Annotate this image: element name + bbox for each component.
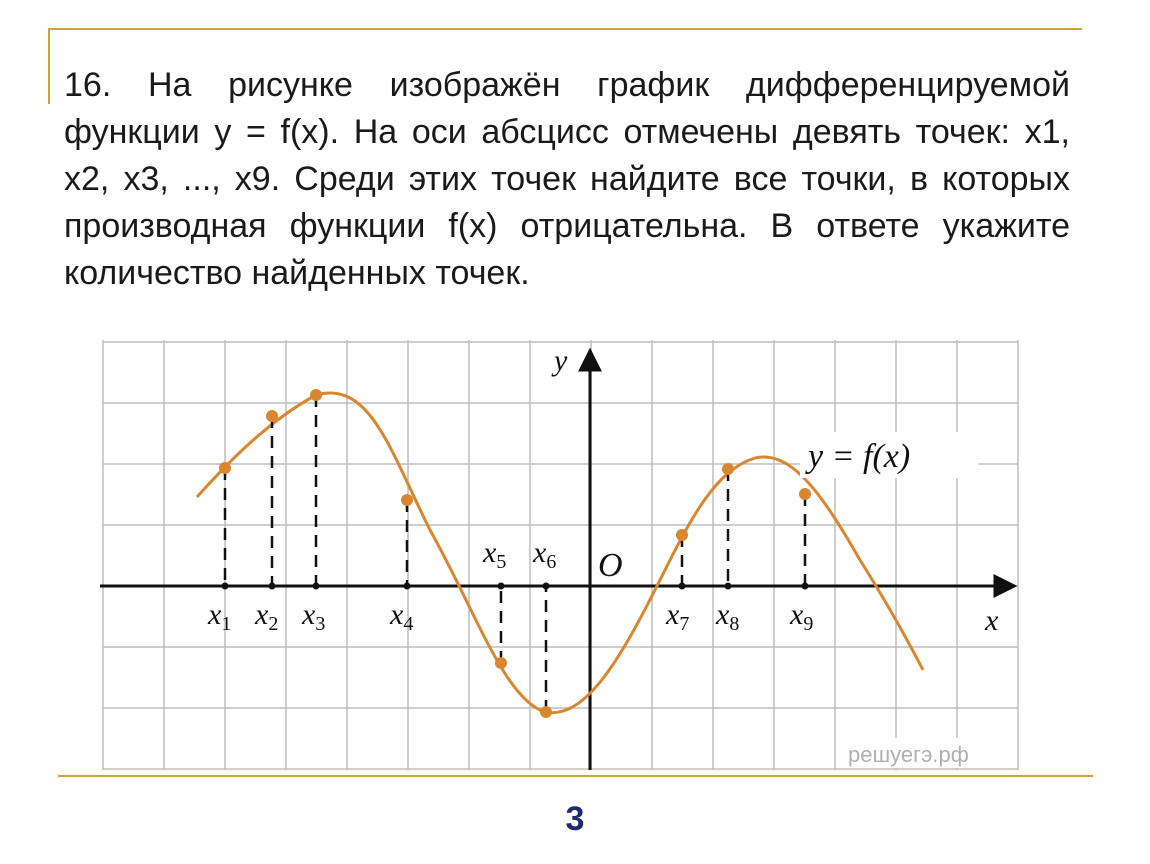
point-guides	[225, 395, 805, 712]
axis-tick-point	[498, 583, 505, 590]
point-label: $x_3$	[302, 598, 326, 635]
axis-tick-point	[313, 583, 320, 590]
point-label-subscript: 7	[679, 613, 690, 635]
origin-label: O	[598, 547, 623, 584]
point-label-subscript: 2	[268, 613, 279, 635]
point-label: $x_4$	[390, 598, 414, 635]
point-label: $x_1$	[208, 598, 232, 635]
point-label-subscript: 8	[729, 613, 740, 635]
axis-tick-point	[725, 583, 732, 590]
answer-value: 3	[565, 800, 585, 838]
curve-point	[722, 463, 734, 475]
point-label: $x_9$	[790, 598, 814, 635]
function-graph	[100, 340, 1025, 775]
curve-point	[310, 389, 322, 401]
axis-tick-point	[679, 583, 686, 590]
watermark: решуегэ.рф	[848, 742, 969, 767]
problem-statement: 16. На рисунке изображён график дифференцируемой функции y = f(x). На оси абсцисс отмечены девять точек: x1, x2, x3, ..., x9. Среди этих точек найдите все точки, в которых производная функции f(x) отрицательна. В ответе укажите количество найденных точек.	[64, 66, 1070, 292]
curve-point	[219, 462, 231, 474]
frame-bottom-line	[58, 775, 1093, 777]
frame-top-line	[50, 28, 1082, 30]
frame-left-line	[48, 28, 50, 104]
point-label-subscript: 3	[315, 613, 326, 635]
axis-tick-point	[222, 583, 229, 590]
point-label: $x_8$	[716, 598, 740, 635]
curve-point	[401, 494, 413, 506]
point-label: $x_2$	[255, 598, 279, 635]
function-label: y = f(x)	[808, 438, 911, 475]
point-label-subscript: 9	[803, 613, 814, 635]
curve-point	[540, 706, 552, 718]
curve-point	[676, 529, 688, 541]
curve-point	[266, 410, 278, 422]
axis-tick-point	[269, 583, 276, 590]
curve-point	[799, 488, 811, 500]
axis-tick-point	[404, 583, 411, 590]
point-label: $x_7$	[666, 598, 690, 635]
point-label: $x_6$	[533, 536, 557, 573]
point-label: $x_5$	[483, 536, 507, 573]
curve-points	[219, 389, 814, 718]
point-label-subscript: 6	[546, 551, 557, 573]
axis-tick-point	[802, 583, 809, 590]
point-label-subscript: 1	[221, 613, 232, 635]
axis-tick-point	[543, 583, 550, 590]
point-label-subscript: 5	[496, 551, 507, 573]
grid	[103, 340, 1018, 770]
point-label-subscript: 4	[403, 613, 414, 635]
x-axis-label: x	[985, 604, 999, 637]
curve-point	[495, 657, 507, 669]
y-axis-label: y	[554, 344, 568, 377]
